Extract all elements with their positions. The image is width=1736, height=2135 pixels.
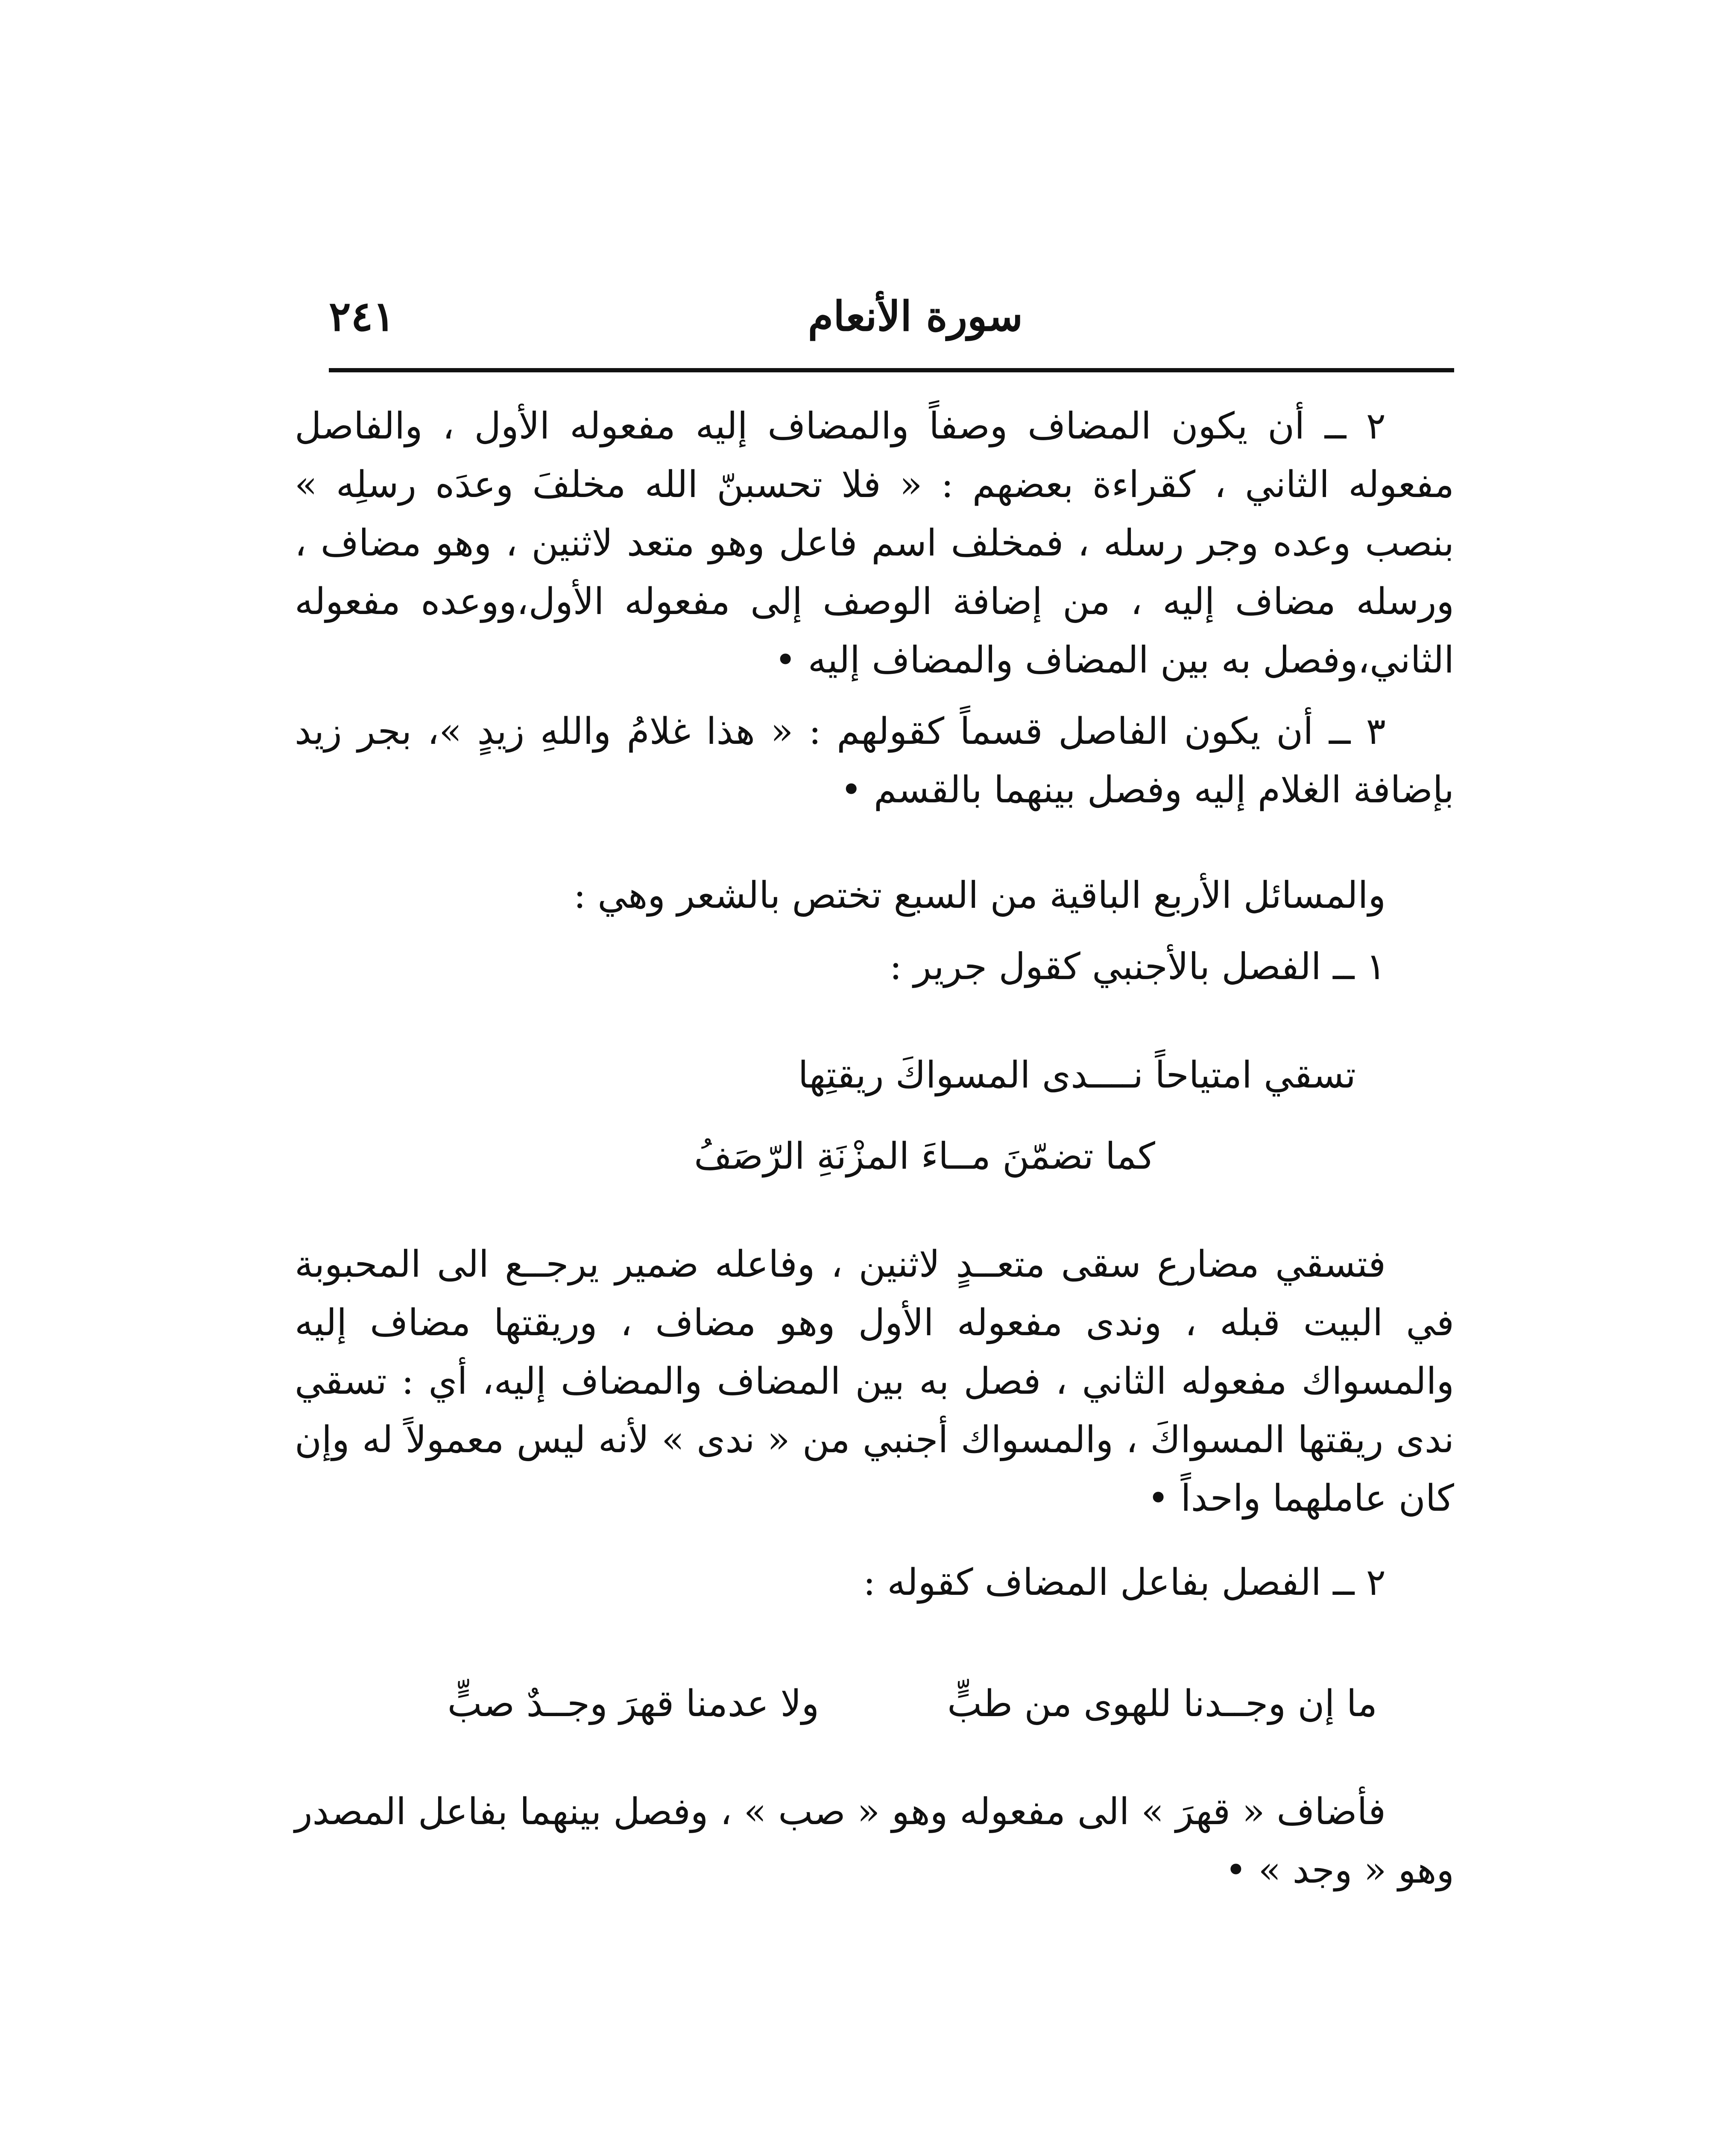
paragraph-final: فأضاف « قهرَ » الى مفعوله وهو « صب » ، وفصل بينهما بفاعل المصدر وهو « وجد » • (295, 1790, 1454, 1892)
verse-line-1: تسقي امتياحاً نــــدى المسواكَ ريقتِها (798, 1054, 1356, 1097)
paragraph-poetry-rule-2: ٢ ــ الفصل بفاعل المضاف كقوله : (863, 1561, 1386, 1604)
chapter-title: سورة الأنعام (808, 292, 1023, 340)
paragraph-poetry-intro: والمسائل الأربع الباقية من السبع تختص بالشعر وهي : (574, 874, 1386, 917)
page-header (329, 273, 1454, 359)
page-number: ٢٤١ (329, 292, 395, 340)
verse-line-2: كما تضمّنَ مــاءَ المزْنَةِ الرّصَفُ (694, 1135, 1155, 1178)
paragraph-poetry-rule-1: ١ ــ الفصل بالأجنبي كقول جرير : (889, 945, 1386, 988)
paragraph-explanation: فتسقي مضارع سقى متعــدٍ لاثنين ، وفاعله ضمير يرجــع الى المحبوبة في البيت قبله ، وندى مفعوله الأول وهو مضاف ، وريقتها مضاف إليه والمسواك مفعوله الثاني ، فصل به بين المضاف والمضاف إليه، أي : تسقي ندى ريقتها المسواكَ ، والمسواك أجنبي من « ندى » لأنه ليس معمولاً له وإن كان عاملهما واحداً • (295, 1243, 1454, 1520)
verse-hemistich-1: ما إن وجــدنا للهوى من طبٍّ (947, 1682, 1377, 1725)
verse-hemistich-2: ولا عدمنا قهرَ وجــدٌ صبٍّ (447, 1682, 820, 1725)
header-divider (329, 368, 1454, 372)
body-text (295, 397, 1454, 1900)
paragraph-rule-3: ٣ ــ أن يكون الفاصل قسماً كقولهم : « هذا غلامُ واللهِ زيدٍ »، بجر زيد بإضافة الغلام إليه وفصل بينهما بالقسم • (295, 710, 1454, 811)
verse-couplet (295, 1672, 1454, 1736)
paragraph-rule-2: ٢ ــ أن يكون المضاف وصفاً والمضاف إليه مفعوله الأول ، والفاصل مفعوله الثاني ، كقراءة بعضهم : « فلا تحسبنّ الله مخلفَ وعدَه رسلِه » بنصب وعده وجر رسله ، فمخلف اسم فاعل وهو متعد لاثنين ، وهو مضاف ، ورسله مضاف إليه ، من إضافة الوصف إلى مفعوله الأول،ووعده مفعوله الثاني،وفصل به بين المضاف والمضاف إليه • (295, 405, 1454, 681)
